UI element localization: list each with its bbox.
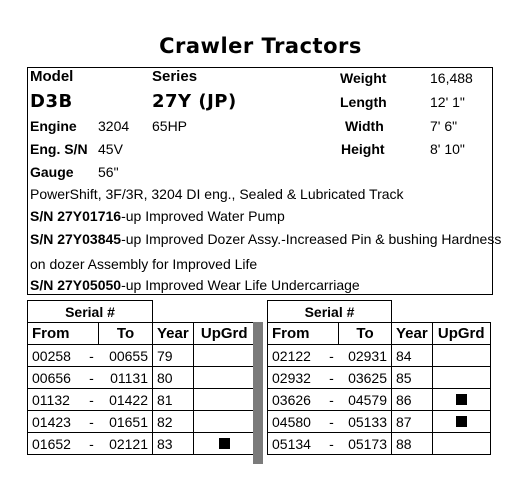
- serial-dash-cell: -: [85, 411, 99, 433]
- serial-dash-cell: -: [325, 389, 339, 411]
- serial-from-cell: 01423: [28, 411, 85, 433]
- year-cell: 83: [153, 433, 194, 455]
- serial-from-cell: 01132: [28, 389, 85, 411]
- serial-dash-cell: -: [85, 345, 99, 367]
- horsepower-value: 65HP: [152, 118, 188, 134]
- upgrade-header: UpGrd: [193, 323, 255, 345]
- serial-from-cell: 02932: [268, 367, 325, 389]
- description-text: PowerShift, 3F/3R, 3204 DI eng., Sealed & Lubricated Track: [30, 186, 404, 202]
- gauge-value: 56": [98, 164, 119, 180]
- upgrade-cell: [432, 367, 490, 389]
- table-row: [268, 411, 491, 433]
- series-value: 27Y (JP): [152, 91, 237, 112]
- table-row: [268, 367, 491, 389]
- serial-from-cell: 02122: [268, 345, 325, 367]
- table-row: [28, 367, 256, 389]
- upgrade-cell: [193, 367, 255, 389]
- upgrade-cell: [432, 411, 490, 433]
- upgrade-cell: [193, 389, 255, 411]
- serial-from-cell: 00258: [28, 345, 85, 367]
- engine-value: 3204: [98, 118, 130, 134]
- table-row: [28, 411, 256, 433]
- table-row: [28, 389, 256, 411]
- serial-from-cell: 04580: [268, 411, 325, 433]
- serial-to-cell: 05173: [339, 433, 392, 455]
- note-serial: S/N 27Y05050: [30, 277, 122, 293]
- length-value: 12' 1": [430, 94, 465, 110]
- serial-to-cell: 01422: [99, 389, 153, 411]
- serial-dash-cell: -: [85, 389, 99, 411]
- from-header: From: [28, 323, 99, 345]
- weight-value: 16,488: [430, 70, 473, 86]
- model-value: D3B: [30, 91, 73, 112]
- year-cell: 87: [392, 411, 433, 433]
- to-header: To: [339, 323, 392, 345]
- engine-label: Engine: [30, 118, 77, 134]
- serial-to-cell: 05133: [339, 411, 392, 433]
- serial-from-cell: 00656: [28, 367, 85, 389]
- height-label: Height: [341, 141, 385, 157]
- serial-from-cell: 01652: [28, 433, 85, 455]
- width-label: Width: [345, 118, 384, 134]
- table-row: [28, 433, 256, 455]
- note-text: on dozer Assembly for Improved Life: [30, 256, 258, 272]
- upgrade-cell: [193, 411, 255, 433]
- width-value: 7' 6": [430, 118, 458, 134]
- serial-dash-cell: -: [325, 433, 339, 455]
- upgrade-square-icon: [456, 416, 467, 427]
- serial-dash-cell: -: [325, 367, 339, 389]
- engine-serial-label: Eng. S/N: [30, 141, 88, 157]
- gauge-label: Gauge: [30, 164, 74, 180]
- serial-to-cell: 02931: [339, 345, 392, 367]
- serial-table-right: [267, 300, 491, 455]
- upgrade-square-icon: [456, 394, 467, 405]
- serial-dash-cell: -: [325, 411, 339, 433]
- series-label: Series: [152, 68, 198, 85]
- serial-to-cell: 03625: [339, 367, 392, 389]
- upgrade-square-icon: [219, 438, 230, 449]
- note-serial: S/N 27Y01716: [30, 208, 122, 224]
- note-text: -up Improved Wear Life Undercarriage: [121, 277, 360, 293]
- note-text: -up Improved Water Pump: [121, 208, 285, 224]
- note-line: [30, 256, 257, 272]
- serial-dash-cell: -: [85, 433, 99, 455]
- upgrade-cell: [432, 433, 490, 455]
- serial-header: Serial #: [268, 301, 392, 323]
- year-cell: 79: [153, 345, 194, 367]
- length-label: Length: [340, 94, 387, 110]
- table-row: [268, 433, 491, 455]
- upgrade-cell: [432, 389, 490, 411]
- serial-dash-cell: -: [325, 345, 339, 367]
- upgrade-cell: [193, 433, 255, 455]
- upgrade-cell: [432, 345, 490, 367]
- note-line: [30, 277, 360, 293]
- serial-to-cell: 02121: [99, 433, 153, 455]
- serial-from-cell: 05134: [268, 433, 325, 455]
- table-row: [268, 345, 491, 367]
- year-cell: 82: [153, 411, 194, 433]
- page-title: Crawler Tractors: [159, 34, 362, 58]
- table-row: [28, 345, 256, 367]
- serial-to-cell: 01651: [99, 411, 153, 433]
- serial-to-cell: 04579: [339, 389, 392, 411]
- year-cell: 80: [153, 367, 194, 389]
- note-line: [30, 231, 501, 247]
- serial-dash-cell: -: [85, 367, 99, 389]
- engine-serial-value: 45V: [98, 141, 123, 157]
- model-label: Model: [30, 68, 74, 85]
- year-cell: 85: [392, 367, 433, 389]
- upgrade-header: UpGrd: [432, 323, 490, 345]
- weight-label: Weight: [340, 70, 387, 86]
- note-line: [30, 208, 285, 224]
- serial-to-cell: 00655: [99, 345, 153, 367]
- serial-table-left: [27, 300, 256, 455]
- from-header: From: [268, 323, 339, 345]
- year-cell: 88: [392, 433, 433, 455]
- table-row: [268, 389, 491, 411]
- table-separator: [253, 322, 263, 464]
- height-value: 8' 10": [430, 141, 465, 157]
- note-text: -up Improved Dozer Assy.-Increased Pin & bushing Hardness: [121, 231, 502, 247]
- year-cell: 86: [392, 389, 433, 411]
- year-header: Year: [392, 323, 433, 345]
- serial-from-cell: 03626: [268, 389, 325, 411]
- year-cell: 84: [392, 345, 433, 367]
- year-header: Year: [153, 323, 194, 345]
- upgrade-cell: [193, 345, 255, 367]
- serial-header: Serial #: [28, 301, 153, 323]
- year-cell: 81: [153, 389, 194, 411]
- to-header: To: [99, 323, 153, 345]
- note-serial: S/N 27Y03845: [30, 231, 122, 247]
- serial-to-cell: 01131: [99, 367, 153, 389]
